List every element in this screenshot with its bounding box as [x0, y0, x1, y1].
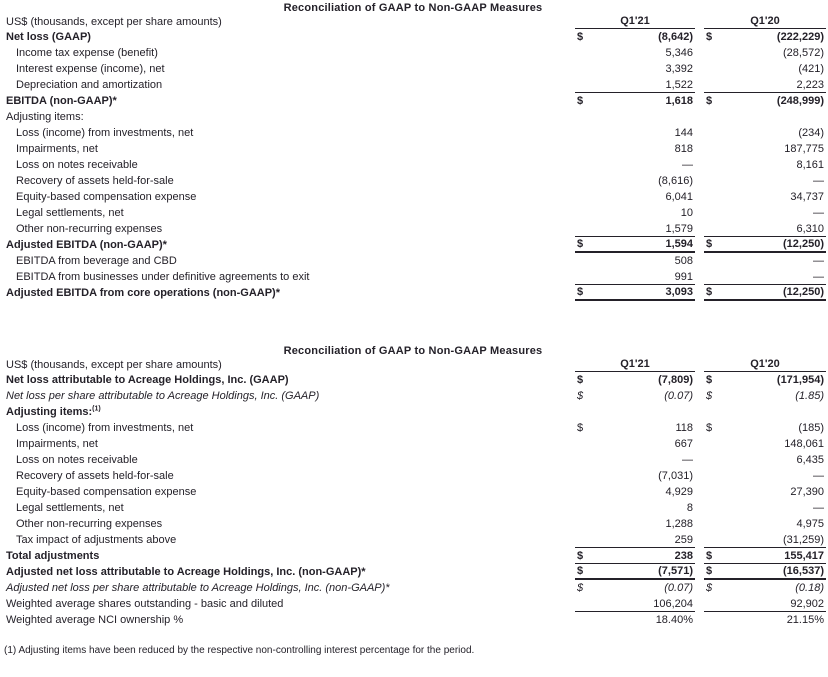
currency-symbol: $ [577, 565, 584, 577]
table-row [0, 596, 826, 612]
cell-value: 34,737 [790, 191, 824, 203]
value-cell [704, 205, 826, 221]
value-cell [704, 420, 826, 436]
table-row [0, 452, 826, 468]
currency-symbol: $ [577, 582, 584, 594]
cell-value: (7,031) [658, 470, 693, 482]
table-row [0, 532, 826, 548]
currency-symbol: $ [706, 31, 713, 43]
cell-value: 1,522 [665, 78, 693, 91]
value-cell [575, 420, 695, 436]
row-label: Adjusting items: [6, 111, 84, 123]
value-cell [575, 189, 695, 205]
table-row [0, 93, 826, 109]
cell-value: (421) [798, 63, 824, 75]
column-header-q1-21: Q1'21 [575, 14, 695, 29]
column-gap [695, 189, 704, 205]
cell-value: 259 [674, 533, 693, 546]
value-cell [704, 580, 826, 596]
cell-value: 8 [686, 502, 693, 514]
cell-value: (31,259) [783, 533, 824, 546]
value-cell [704, 237, 826, 253]
cell-value: — [813, 175, 824, 187]
cell-value: (7,571) [658, 565, 693, 577]
value-cell [575, 404, 695, 420]
currency-symbol: $ [577, 422, 584, 434]
value-cell [575, 564, 695, 580]
cell-value: 2,223 [796, 78, 824, 91]
row-label: Adjusted EBITDA (non-GAAP)* [6, 239, 167, 251]
row-label: Other non-recurring expenses [16, 223, 163, 235]
value-cell [704, 109, 826, 125]
table-header-row [0, 14, 826, 29]
value-cell [704, 269, 826, 285]
value-cell [704, 125, 826, 141]
table-row [0, 141, 826, 157]
value-cell [704, 45, 826, 61]
value-cell [704, 93, 826, 109]
row-label: EBITDA from businesses under definitive agreements to exit [16, 271, 310, 283]
column-gap [695, 61, 704, 77]
cell-value: 5,346 [665, 47, 693, 59]
column-gap [695, 516, 704, 532]
row-label: Tax impact of adjustments above [16, 534, 177, 546]
column-gap [695, 388, 704, 404]
currency-symbol: $ [706, 374, 713, 386]
currency-symbol: $ [706, 565, 713, 577]
table-row [0, 109, 826, 125]
row-label: Legal settlements, net [16, 207, 124, 219]
table-row [0, 404, 826, 420]
table-body [0, 29, 826, 301]
cell-value: 1,288 [665, 518, 693, 530]
currency-symbol: $ [706, 390, 713, 402]
cell-value: (171,954) [776, 374, 824, 386]
value-cell [575, 157, 695, 173]
value-cell [704, 221, 826, 237]
value-cell [704, 388, 826, 404]
value-cell [704, 77, 826, 93]
value-cell [575, 45, 695, 61]
cell-value: 18.40% [655, 614, 693, 626]
table-row [0, 372, 826, 388]
table-title: Reconciliation of GAAP to Non-GAAP Measures [283, 345, 543, 357]
table-row [0, 61, 826, 77]
value-cell [704, 141, 826, 157]
cell-value: (185) [798, 422, 824, 434]
table-row [0, 237, 826, 253]
value-cell [575, 285, 695, 301]
table-row [0, 173, 826, 189]
cell-value: 21.15% [786, 614, 824, 626]
cell-value: 3,392 [665, 63, 693, 75]
value-cell [575, 468, 695, 484]
table-row [0, 564, 826, 580]
table-row [0, 468, 826, 484]
value-cell [575, 580, 695, 596]
value-cell [575, 205, 695, 221]
cell-value: 148,061 [784, 438, 824, 450]
units-label: US$ (thousands, except per share amounts) [6, 15, 222, 28]
cell-value: (12,250) [783, 238, 824, 250]
cell-value: 1,618 [665, 95, 693, 107]
gaap-reconciliation-table-net-loss [0, 343, 826, 628]
cell-value: — [813, 207, 824, 219]
row-label: Equity-based compensation expense [16, 191, 197, 203]
column-gap [695, 77, 704, 93]
table-row [0, 548, 826, 564]
currency-symbol: $ [706, 422, 713, 434]
table-row [0, 29, 826, 45]
value-cell [575, 173, 695, 189]
table-row [0, 612, 826, 628]
row-label: Impairments, net [16, 438, 98, 450]
cell-value: 6,435 [796, 454, 824, 466]
currency-symbol: $ [706, 95, 713, 107]
value-cell [704, 61, 826, 77]
row-label: Weighted average NCI ownership % [6, 614, 184, 626]
column-gap [695, 532, 704, 548]
value-cell [704, 564, 826, 580]
table-row [0, 285, 826, 301]
value-cell [575, 548, 695, 564]
value-cell [575, 372, 695, 388]
value-cell [704, 285, 826, 301]
value-cell [704, 484, 826, 500]
cell-value: 818 [674, 143, 693, 155]
table-row [0, 189, 826, 205]
row-label: Adjusted EBITDA from core operations (non-GAAP)* [6, 287, 280, 299]
row-label: Impairments, net [16, 143, 98, 155]
row-label: Total adjustments [6, 550, 100, 562]
cell-value: (7,809) [658, 374, 693, 386]
value-cell [575, 253, 695, 269]
row-label: Interest expense (income), net [16, 63, 165, 75]
value-cell [575, 269, 695, 285]
value-cell [575, 93, 695, 109]
value-cell [704, 436, 826, 452]
value-cell [704, 253, 826, 269]
row-label: Net loss (GAAP) [6, 31, 91, 43]
column-gap [695, 548, 704, 564]
column-gap [695, 237, 704, 253]
cell-value: (16,537) [783, 565, 824, 577]
table-header-row [0, 357, 826, 372]
cell-value: (8,642) [658, 31, 693, 43]
cell-value: 27,390 [790, 486, 824, 498]
value-cell [575, 125, 695, 141]
cell-value: 508 [674, 255, 693, 267]
gaap-reconciliation-table-ebitda [0, 0, 826, 301]
value-cell [704, 612, 826, 628]
currency-symbol: $ [577, 390, 584, 402]
row-label: EBITDA from beverage and CBD [16, 255, 177, 267]
cell-value: 1,579 [665, 222, 693, 235]
currency-symbol: $ [577, 286, 584, 298]
currency-symbol: $ [577, 374, 584, 386]
table-row [0, 125, 826, 141]
table-row [0, 205, 826, 221]
column-gap [695, 612, 704, 628]
value-cell [575, 596, 695, 612]
table-row [0, 516, 826, 532]
table-row [0, 45, 826, 61]
cell-value: 118 [675, 422, 693, 434]
value-cell [575, 109, 695, 125]
column-header-q1-20: Q1'20 [704, 14, 826, 29]
column-header-q1-21: Q1'21 [575, 357, 695, 372]
currency-symbol: $ [577, 31, 584, 43]
table-row [0, 420, 826, 436]
cell-value: 1,594 [665, 238, 693, 250]
cell-value: 667 [674, 438, 693, 450]
cell-value: (222,229) [776, 31, 824, 43]
column-gap [695, 436, 704, 452]
row-label: Adjusted net loss attributable to Acreage Holdings, Inc. (non-GAAP)* [6, 566, 366, 578]
column-gap [695, 45, 704, 61]
value-cell [575, 500, 695, 516]
currency-symbol: $ [706, 286, 713, 298]
cell-value: 4,975 [796, 518, 824, 530]
cell-value: (0.18) [795, 582, 824, 594]
column-gap [695, 468, 704, 484]
value-cell [575, 612, 695, 628]
row-label: Loss (income) from investments, net [16, 127, 194, 139]
table-body [0, 372, 826, 628]
column-gap [695, 221, 704, 237]
cell-value: 155,417 [784, 549, 824, 562]
cell-value: — [813, 502, 824, 514]
cell-value: — [813, 470, 824, 482]
value-cell [575, 516, 695, 532]
column-gap [695, 157, 704, 173]
column-gap [695, 285, 704, 301]
value-cell [575, 221, 695, 237]
cell-value: 187,775 [784, 143, 824, 155]
cell-value: — [813, 270, 824, 283]
value-cell [704, 372, 826, 388]
column-gap [695, 452, 704, 468]
cell-value: (12,250) [783, 286, 824, 298]
cell-value: 106,204 [653, 597, 693, 610]
value-cell [704, 548, 826, 564]
value-cell [704, 516, 826, 532]
row-label: Equity-based compensation expense [16, 486, 197, 498]
currency-symbol: $ [577, 549, 584, 562]
table-title: Reconciliation of GAAP to Non-GAAP Measures [283, 2, 543, 14]
row-label: Recovery of assets held-for-sale [16, 470, 174, 482]
column-gap [695, 125, 704, 141]
cell-value: (248,999) [776, 95, 824, 107]
value-cell [704, 29, 826, 45]
row-label: Net loss attributable to Acreage Holdings, Inc. (GAAP) [6, 374, 289, 386]
value-cell [575, 436, 695, 452]
column-gap [695, 93, 704, 109]
column-gap [695, 357, 704, 372]
table-row [0, 580, 826, 596]
value-cell [575, 388, 695, 404]
value-cell [704, 500, 826, 516]
column-header-q1-20: Q1'20 [704, 357, 826, 372]
value-cell [704, 532, 826, 548]
column-gap [695, 596, 704, 612]
currency-symbol: $ [706, 549, 713, 562]
cell-value: (234) [798, 127, 824, 139]
value-cell [575, 141, 695, 157]
cell-value: 6,041 [665, 191, 693, 203]
row-label: Loss on notes receivable [16, 159, 138, 171]
currency-symbol: $ [577, 238, 584, 250]
column-gap [695, 580, 704, 596]
row-label: Recovery of assets held-for-sale [16, 175, 174, 187]
cell-value: — [682, 159, 693, 171]
value-cell [575, 29, 695, 45]
value-cell [575, 77, 695, 93]
cell-value: (8,616) [658, 175, 693, 187]
table-row [0, 388, 826, 404]
value-cell [575, 452, 695, 468]
row-label: Loss on notes receivable [16, 454, 138, 466]
footnote-reference: (1) [92, 405, 101, 413]
currency-symbol: $ [706, 238, 713, 250]
row-label: Weighted average shares outstanding - basic and diluted [6, 598, 284, 610]
cell-value: 238 [674, 549, 693, 562]
cell-value: 144 [674, 127, 693, 139]
table-row [0, 77, 826, 93]
cell-value: (0.07) [664, 390, 693, 402]
row-label: Adjusting items:$^{(1)}$ [6, 405, 101, 418]
value-cell [575, 61, 695, 77]
cell-value: (1.85) [795, 390, 824, 402]
table-row [0, 436, 826, 452]
cell-value: 8,161 [796, 159, 824, 171]
cell-value: (0.07) [664, 582, 693, 594]
table-row [0, 500, 826, 516]
row-label: Loss (income) from investments, net [16, 422, 194, 434]
table-row [0, 157, 826, 173]
column-gap [695, 484, 704, 500]
cell-value: 4,929 [665, 486, 693, 498]
row-label: EBITDA (non-GAAP)* [6, 95, 117, 107]
cell-value: (28,572) [783, 47, 824, 59]
value-cell [704, 468, 826, 484]
column-gap [695, 420, 704, 436]
column-gap [695, 109, 704, 125]
column-gap [695, 253, 704, 269]
value-cell [704, 404, 826, 420]
column-gap [695, 141, 704, 157]
row-label: Legal settlements, net [16, 502, 124, 514]
column-gap [695, 564, 704, 580]
footnote: (1) Adjusting items have been reduced by the respective non-controlling interest percentage for the period. [4, 645, 475, 656]
cell-value: 92,902 [790, 597, 824, 610]
table-row [0, 221, 826, 237]
column-gap [695, 29, 704, 45]
units-label: US$ (thousands, except per share amounts) [6, 358, 222, 371]
value-cell [575, 532, 695, 548]
column-gap [695, 372, 704, 388]
row-label: Depreciation and amortization [16, 79, 163, 91]
value-cell [704, 157, 826, 173]
row-label: Income tax expense (benefit) [16, 47, 158, 59]
column-gap [695, 404, 704, 420]
cell-value: 10 [680, 207, 693, 219]
column-gap [695, 205, 704, 221]
cell-value: 6,310 [796, 222, 824, 235]
row-label: Other non-recurring expenses [16, 518, 163, 530]
value-cell [704, 596, 826, 612]
value-cell [704, 189, 826, 205]
currency-symbol: $ [706, 582, 713, 594]
table-row [0, 269, 826, 285]
cell-value: 3,093 [665, 286, 693, 298]
cell-value: — [682, 454, 693, 466]
cell-value: — [813, 255, 824, 267]
value-cell [575, 237, 695, 253]
row-label: Net loss per share attributable to Acreage Holdings, Inc. (GAAP) [6, 390, 320, 402]
column-gap [695, 14, 704, 29]
column-gap [695, 500, 704, 516]
column-gap [695, 269, 704, 285]
column-gap [695, 173, 704, 189]
value-cell [704, 173, 826, 189]
table-row [0, 484, 826, 500]
table-row [0, 253, 826, 269]
value-cell [704, 452, 826, 468]
row-label: Adjusted net loss per share attributable to Acreage Holdings, Inc. (non-GAAP)* [6, 582, 390, 594]
currency-symbol: $ [577, 95, 584, 107]
value-cell [575, 484, 695, 500]
cell-value: 991 [674, 270, 693, 283]
